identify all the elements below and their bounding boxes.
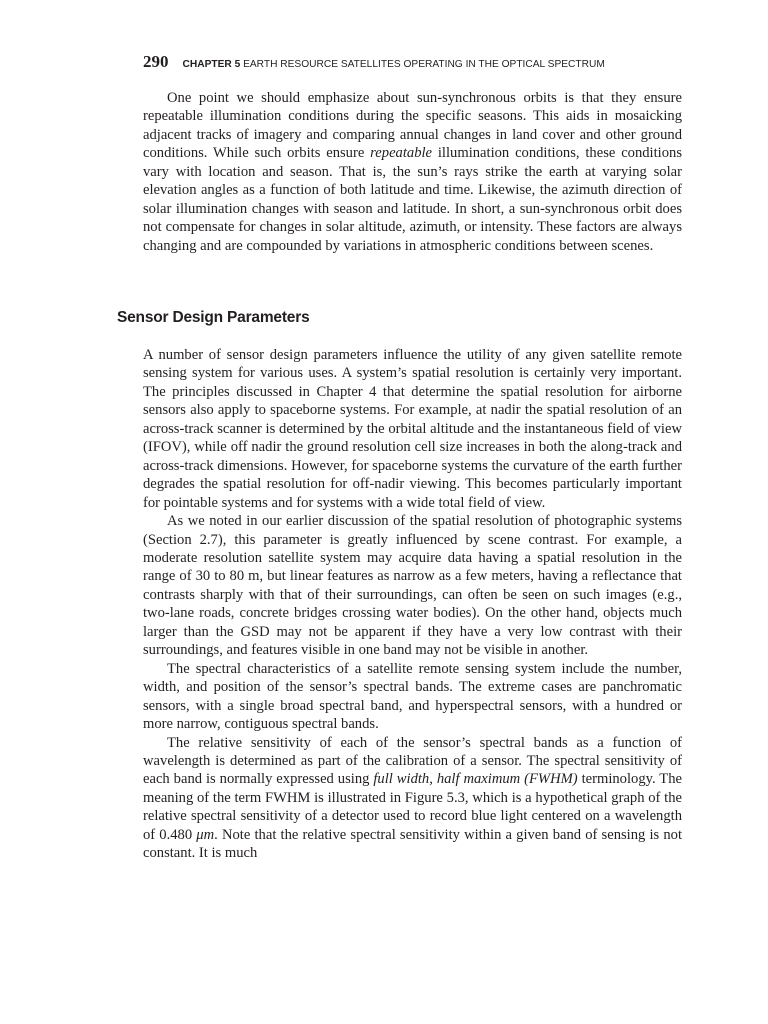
running-head <box>143 52 663 74</box>
paragraph: The spectral characteristics of a satellite remote sensing system include the number, width, and position of the sensor’s spectral bands. The extreme cases are panchromatic sensors, with a single broad spectral band, and hyperspectral sensors, with a hundred or more narrow, contiguous spectral bands. <box>143 660 682 733</box>
section-heading: Sensor Design Parameters <box>117 309 310 326</box>
unit: μm <box>196 826 215 843</box>
chapter-title: EARTH RESOURCE SATELLITES OPERATING IN THE OPTICAL SPECTRUM <box>243 59 605 70</box>
page-number: 290 <box>143 52 169 71</box>
section-text-block <box>143 346 682 863</box>
chapter-label: CHAPTER 5 <box>182 59 241 70</box>
intro-text-block <box>143 89 682 255</box>
paragraph: As we noted in our earlier discussion of the spatial resolution of photographic systems (Section 2.7), this parameter is greatly influenced by scene contrast. For example, a moderate resolution satellite system may acquire data having a spatial resolution in the range of 30 to 80 m, but linear features as narrow as a few meters, having a reflectance that contrasts sharply with that of their surroundings, can often be seen on such images (e.g., two-lane roads, concrete bridges crossing water bodies). On the other hand, objects much larger than the GSD may not be apparent if they have a very low contrast with their surroundings, and features visible in one band may not be visible in another. <box>143 513 682 659</box>
running-title <box>183 59 605 70</box>
paragraph: One point we should emphasize about sun-synchronous orbits is that they ensure repeatable illumination conditions during the specific seasons. This aids in mosaicking adjacent tracks of imagery and comparing annual changes in land cover and other ground conditions. While such orbits ensure repeatable illumination conditions, these conditions vary with location and season. That is, the sun’s rays strike the earth at varying solar elevation angles as a function of both latitude and time. Likewise, the azimuth direction of solar illumination changes with season and latitude. In short, a sun-synchronous orbit does not compensate for changes in solar altitude, azimuth, or intensity. These factors are always changing and are compounded by variations in atmospheric conditions between scenes. <box>143 90 682 254</box>
paragraph: A number of sensor design parameters influence the utility of any given satellite remote sensing system for various uses. A system’s spatial resolution is certainly very important. The principles discussed in Chapter 4 that determine the spatial resolution for airborne sensors also apply to spaceborne systems. For example, at nadir the spatial resolution of an across-track scanner is determined by the orbital altitude and the instantaneous field of view (IFOV), while off nadir the ground resolution cell size increases in both the along-track and across-track dimensions. However, for spaceborne systems the curvature of the earth further degrades the spatial resolution for off-nadir viewing. This becomes particularly important for pointable systems and for systems with a wide total field of view. <box>143 347 682 511</box>
emphasis: full width, half maximum (FWHM) <box>373 771 578 788</box>
paragraph: The relative sensitivity of each of the sensor’s spectral bands as a function of wavelength is determined as part of the calibration of a sensor. The spectral sensitivity of each band is normally expressed using full width, half maximum (FWHM) terminology. The meaning of the term FWHM is illustrated in Figure 5.3, which is a hypothetical graph of the relative spectral sensitivity of a detector used to record blue light centered on a wavelength of 0.480 μm. Note that the relative spectral sensitivity within a given band of sensing is not constant. It is much <box>143 734 682 862</box>
emphasis: repeatable <box>370 145 433 162</box>
